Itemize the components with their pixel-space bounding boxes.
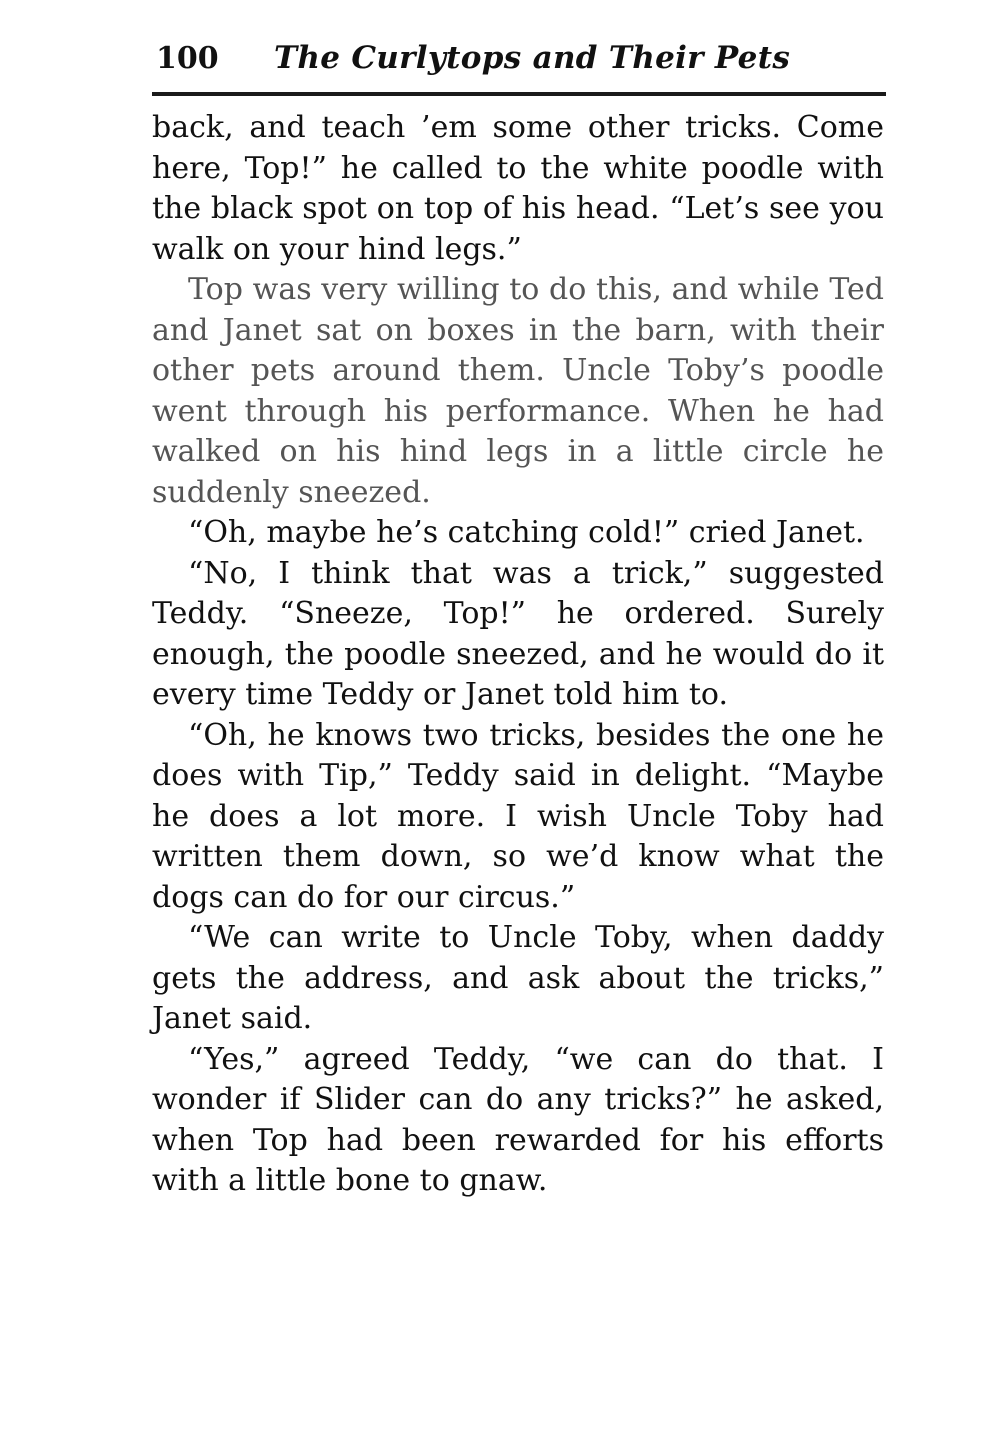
body-text xyxy=(152,108,884,1202)
running-header xyxy=(152,40,884,88)
book-page xyxy=(152,40,884,1202)
paragraph: Top was very willing to do this, and while Ted and Janet sat on boxes in the barn, with their other pets around them. Uncle Toby’s poodle went through his performance. When he had walked on his hind legs in a little circle he suddenly sneezed. xyxy=(152,272,884,510)
page-number: 100 xyxy=(156,41,219,76)
running-title: The Curlytops and Their Pets xyxy=(274,40,791,76)
paragraph-continued: back, and teach ’em some other tricks. Come here, Top!” he called to the white poodle with the black spot on top of his head. “Let’s see you walk on your hind legs.” xyxy=(152,110,884,267)
header-rule xyxy=(152,92,886,96)
paragraph: “No, I think that was a trick,” suggested Teddy. “Sneeze, Top!” he ordered. Surely enough, the poodle sneezed, and he would do it every time Teddy or Janet told him to. xyxy=(152,555,884,712)
paragraph: “Oh, maybe he’s catching cold!” cried Janet. xyxy=(188,515,865,550)
paragraph: “Oh, he knows two tricks, besides the one he does with Tip,” Teddy said in delight. “Maybe he does a lot more. I wish Uncle Toby had written them down, so we’d know what the dogs can do for our circus.” xyxy=(152,717,884,915)
paragraph: “We can write to Uncle Toby, when daddy gets the address, and ask about the tricks,” Janet said. xyxy=(152,920,884,1036)
paragraph: “Yes,” agreed Teddy, “we can do that. I wonder if Slider can do any tricks?” he asked, when Top had been rewarded for his efforts with a little bone to gnaw. xyxy=(152,1041,884,1198)
